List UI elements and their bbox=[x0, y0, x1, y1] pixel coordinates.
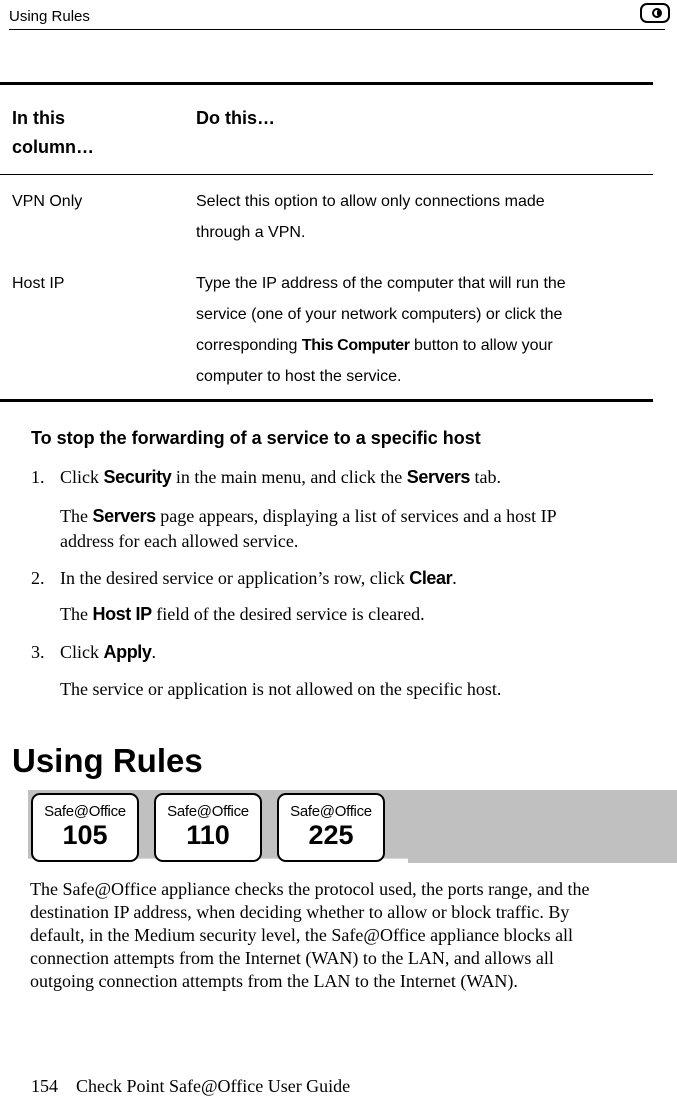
guide-title: Check Point Safe@Office User Guide bbox=[76, 1076, 351, 1096]
section-paragraph: The Safe@Office appliance checks the protocol used, the ports range, and the destination IP address, when deciding whether to allow or block traffic. By default, in the Medium security level, the Safe@Office appliance blocks all connection attempts from the Internet (WAN) to the LAN, and allows all outgoing connection attempts from the LAN to the Internet (WAN). bbox=[30, 879, 590, 991]
safe-at-office-logo-icon bbox=[640, 3, 670, 23]
table-row-vpn-only-label: VPN Only bbox=[12, 193, 83, 210]
table-header-column: In this column… bbox=[12, 108, 95, 157]
model-badge-110: Safe@Office 110 bbox=[154, 793, 262, 862]
step-number: 3. bbox=[31, 642, 45, 662]
table-bottom-rule bbox=[0, 399, 653, 402]
table-row-host-ip-description: Type the IP address of the computer that will run the service (one of your network computers) or click the corresponding This Computer button to allow your computer to host the service. bbox=[196, 275, 566, 385]
model-badge-105: Safe@Office 105 bbox=[31, 793, 139, 862]
page-footer bbox=[31, 1076, 350, 1097]
step-3-instruction: Click Apply. bbox=[60, 642, 157, 662]
table-top-rule bbox=[0, 82, 653, 85]
step-2-result: The Host IP field of the desired service is cleared. bbox=[60, 604, 425, 624]
running-header-title: Using Rules bbox=[9, 8, 90, 25]
step-2-instruction: In the desired service or application’s row, click Clear. bbox=[60, 568, 457, 588]
step-number: 2. bbox=[31, 568, 45, 588]
header-divider bbox=[9, 29, 665, 30]
section-heading: Using Rules bbox=[12, 742, 203, 779]
table-header-action: Do this… bbox=[196, 108, 275, 128]
step-number: 1. bbox=[31, 467, 45, 487]
page-number: 154 bbox=[31, 1076, 58, 1096]
procedure-title: To stop the forwarding of a service to a specific host bbox=[31, 428, 481, 448]
step-3-result: The service or application is not allowed on the specific host. bbox=[60, 679, 502, 699]
model-badge-225: Safe@Office 225 bbox=[277, 793, 385, 862]
step-1-result: The Servers page appears, displaying a list of services and a host IP address for each allowed service. bbox=[60, 506, 557, 551]
step-1-instruction: Click Security in the main menu, and click the Servers tab. bbox=[60, 467, 502, 487]
this-computer-button-ref: This Computer bbox=[301, 337, 410, 354]
table-row-vpn-only-description: Select this option to allow only connections made through a VPN. bbox=[196, 193, 545, 241]
table-row-host-ip-label: Host IP bbox=[12, 275, 65, 292]
table-header-rule bbox=[0, 174, 653, 175]
